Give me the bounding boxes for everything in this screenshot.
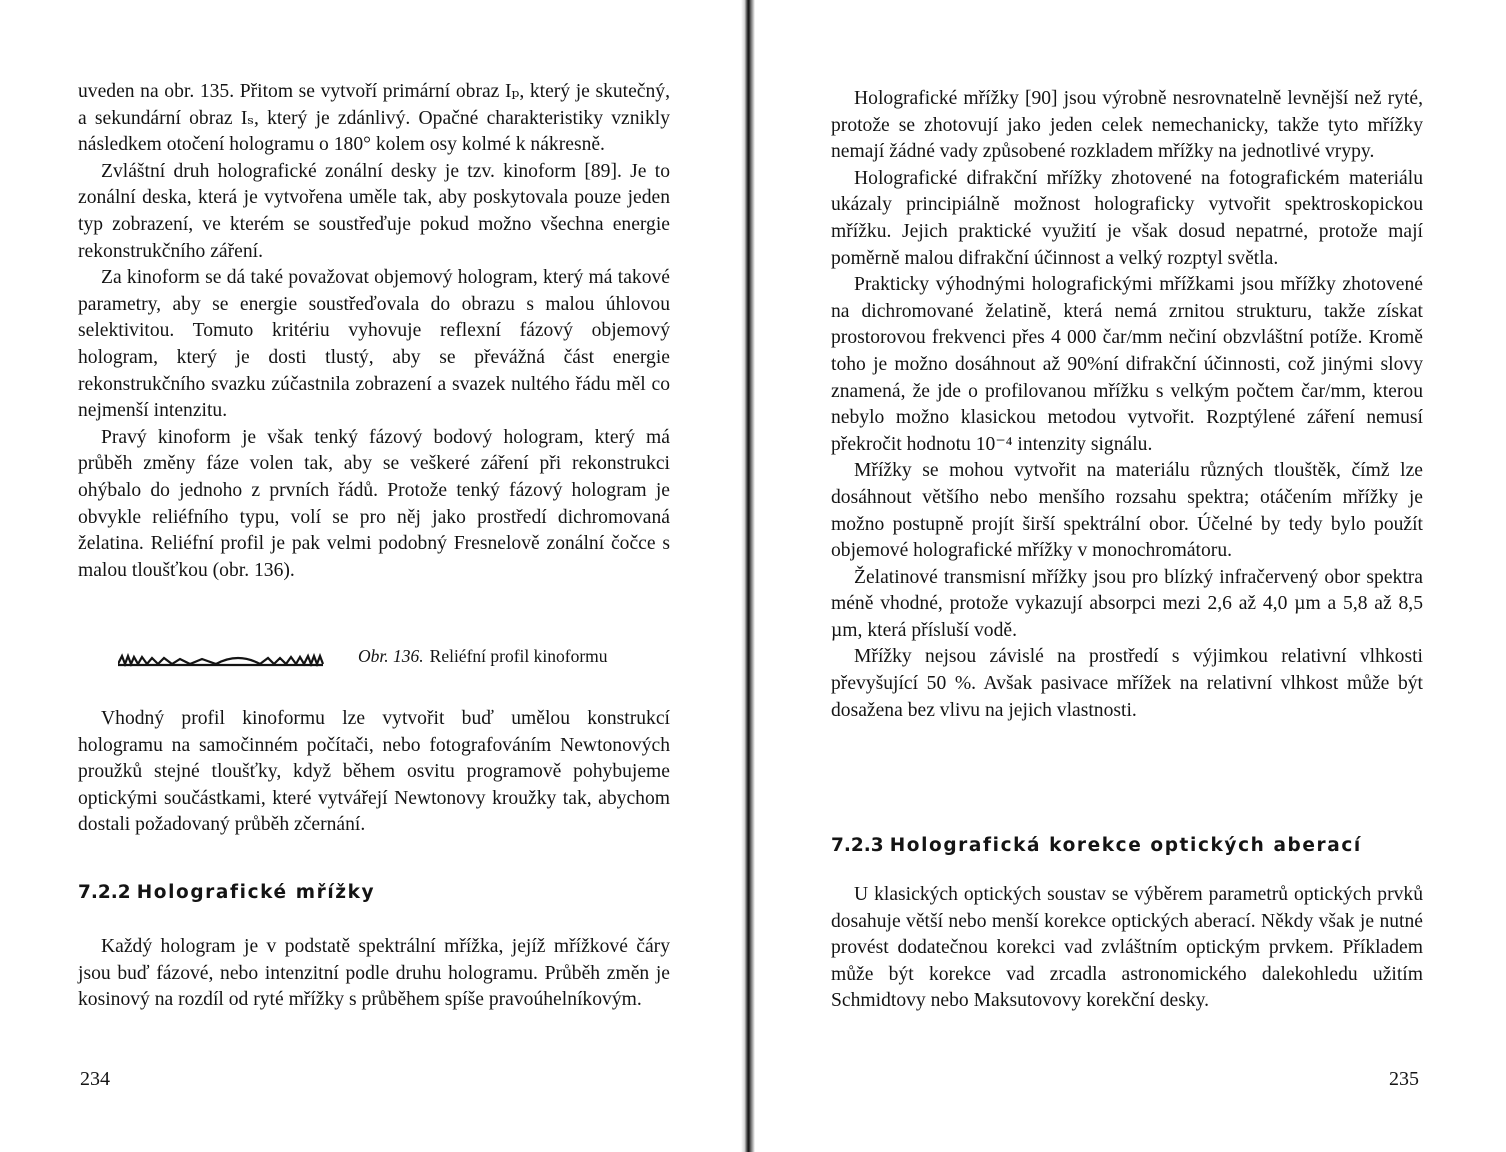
paragraph: uveden na obr. 135. Přitom se vytvoří primární obraz Iₚ, který je skutečný, a sekundární obraz Iₛ, který je zdánlivý. Opačné charakteristiky vznikly následkem otočení hologramu o 180° kolem osy kolmé k nákresně. <box>78 81 670 156</box>
book-gutter <box>741 0 755 1152</box>
relief-profile-figure <box>118 646 343 668</box>
paragraph: Holografické difrakční mřížky zhotovené na fotografickém materiálu ukázaly principiálně možnost holograficky vytvořit spektroskopickou mřížku. Jejich praktické využití je však dosud nepatrné, protože mají poměrně malou difrakční účinnost a velký rozptyl světla. <box>831 167 1423 269</box>
paragraph: Vhodný profil kinoformu lze vytvořit buď umělou konstrukcí hologramu na samočinném počítači, nebo fotografováním Newtonových proužků stejné tloušťky, když během osvitu programově pohybujeme optickými součástkami, které vytvářejí Newtonovy kroužky tak, abychom dostali požadovaný průběh zčernání. <box>78 708 670 836</box>
section-number: 7.2.3 <box>831 835 884 856</box>
page-number: 235 <box>1389 1068 1419 1090</box>
paragraph: Mřížky nejsou závislé na prostředí s výjimkou relativní vlhkosti převyšující 50 %. Avšak pasivace mřížek na relativní vlhkost může být dosažena bez vlivu na jejich vlastnosti. <box>831 646 1423 721</box>
figure-136 <box>118 642 678 672</box>
figure-label: Obr. 136. <box>358 646 424 666</box>
right-page <box>831 0 1423 1152</box>
section-title: Holografické mřížky <box>136 882 376 903</box>
section-heading-723 <box>831 835 1362 856</box>
left-text-block-1 <box>78 79 670 584</box>
left-text-block-3 <box>78 934 670 1014</box>
paragraph: Mřížky se mohou vytvořit na materiálu různých tlouštěk, čímž lze dosáhnout většího nebo menšího rozsahu spektra; otáčením mřížky je možno postupně projít širší spektrální obor. Účelné by tedy bylo použít objemové holografické mřížky v monochromátoru. <box>831 460 1423 562</box>
paragraph: Pravý kinoform je však tenký fázový bodový hologram, který má průběh změny fáze volen tak, aby se veškeré záření při rekonstrukci ohýbalo do jednoho z prvních řádů. Protože tenký fázový hologram je obvykle reliéfního typu, volí se pro něj jako prostředí dichromovaná želatina. Reliéfní profil je pak velmi podobný Fresnelově zonální čočce s malou tloušťkou (obr. 136). <box>78 426 670 581</box>
figure-caption-text: Reliéfní profil kinoformu <box>429 646 608 666</box>
paragraph: Želatinové transmisní mřížky jsou pro blízký infračervený obor spektra méně vhodné, protože vykazují absorpci mezi 2,6 až 4,0 µm a 5,8 až 8,5 µm, která přísluší vodě. <box>831 566 1423 641</box>
right-text-block-2 <box>831 882 1423 1015</box>
paragraph: Holografické mřížky [90] jsou výrobně nesrovnatelně levnější než ryté, protože se zhotovují jako jeden celek nemechanicky, takže tyto mřížky nemají žádné vady způsobené rozkladem mřížky na jednotlivé vrypy. <box>831 88 1423 163</box>
paragraph: Prakticky výhodnými holografickými mřížkami jsou mřížky zhotovené na dichromované želatině, která nemá zrnitou strukturu, takže získat prostorovou frekvenci přes 4 000 čar/mm nečiní obzvláštní potíže. Kromě toho je možno dosáhnout až 90%ní difrakční účinnosti, což jinými slovy znamená, že jde o profilovanou mřížku s velkým počtem čar/mm, kterou nebylo možno klasickou metodou vytvořit. Rozptýlené záření nemusí překročit hodnotu 10⁻⁴ intenzity signálu. <box>831 274 1423 455</box>
paragraph: U klasických optických soustav se výběrem parametrů optických prvků dosahuje větší nebo menší korekce optických aberací. Někdy však je nutné provést dodatečnou korekci vad zvláštním optickým prvkem. Příkladem může být korekce vad zrcadla astronomického dalekohledu užitím Schmidtovy nebo Maksutovovy korekční desky. <box>831 884 1423 1012</box>
paragraph: Zvláštní druh holografické zonální desky je tzv. kinoform [89]. Je to zonální deska, která je vytvořena uměle tak, aby poskytovala pouze jeden typ zobrazení, ve kterém se soustřeďuje pokud možno všechna energie rekonstrukčního záření. <box>78 160 670 262</box>
section-title: Holografická korekce optických aberací <box>889 835 1362 856</box>
right-text-block-1 <box>831 86 1423 724</box>
paragraph: Za kinoform se dá také považovat objemový hologram, který má takové parametry, aby se energie soustřeďovala do obrazu s malou úhlovou selektivitou. Tomuto kritériu vyhovuje reflexní fázový objemový hologram, který je dosti tlustý, aby se převážná část energie rekonstrukčního svazku zúčastnila zobrazení a svazek nultého řádu měl co nejmenší intenzitu. <box>78 267 670 422</box>
figure-caption <box>358 646 608 667</box>
left-page <box>78 0 670 1152</box>
left-text-block-2 <box>78 706 670 839</box>
page-number: 234 <box>80 1068 110 1090</box>
section-number: 7.2.2 <box>78 882 131 903</box>
paragraph: Každý hologram je v podstatě spektrální mřížka, jejíž mřížkové čáry jsou buď fázové, nebo intenzitní podle druhu hologramu. Průběh změn je kosinový na rozdíl od ryté mřížky s průběhem spíše pravoúhelníkovým. <box>78 936 670 1011</box>
section-heading-722 <box>78 882 375 903</box>
